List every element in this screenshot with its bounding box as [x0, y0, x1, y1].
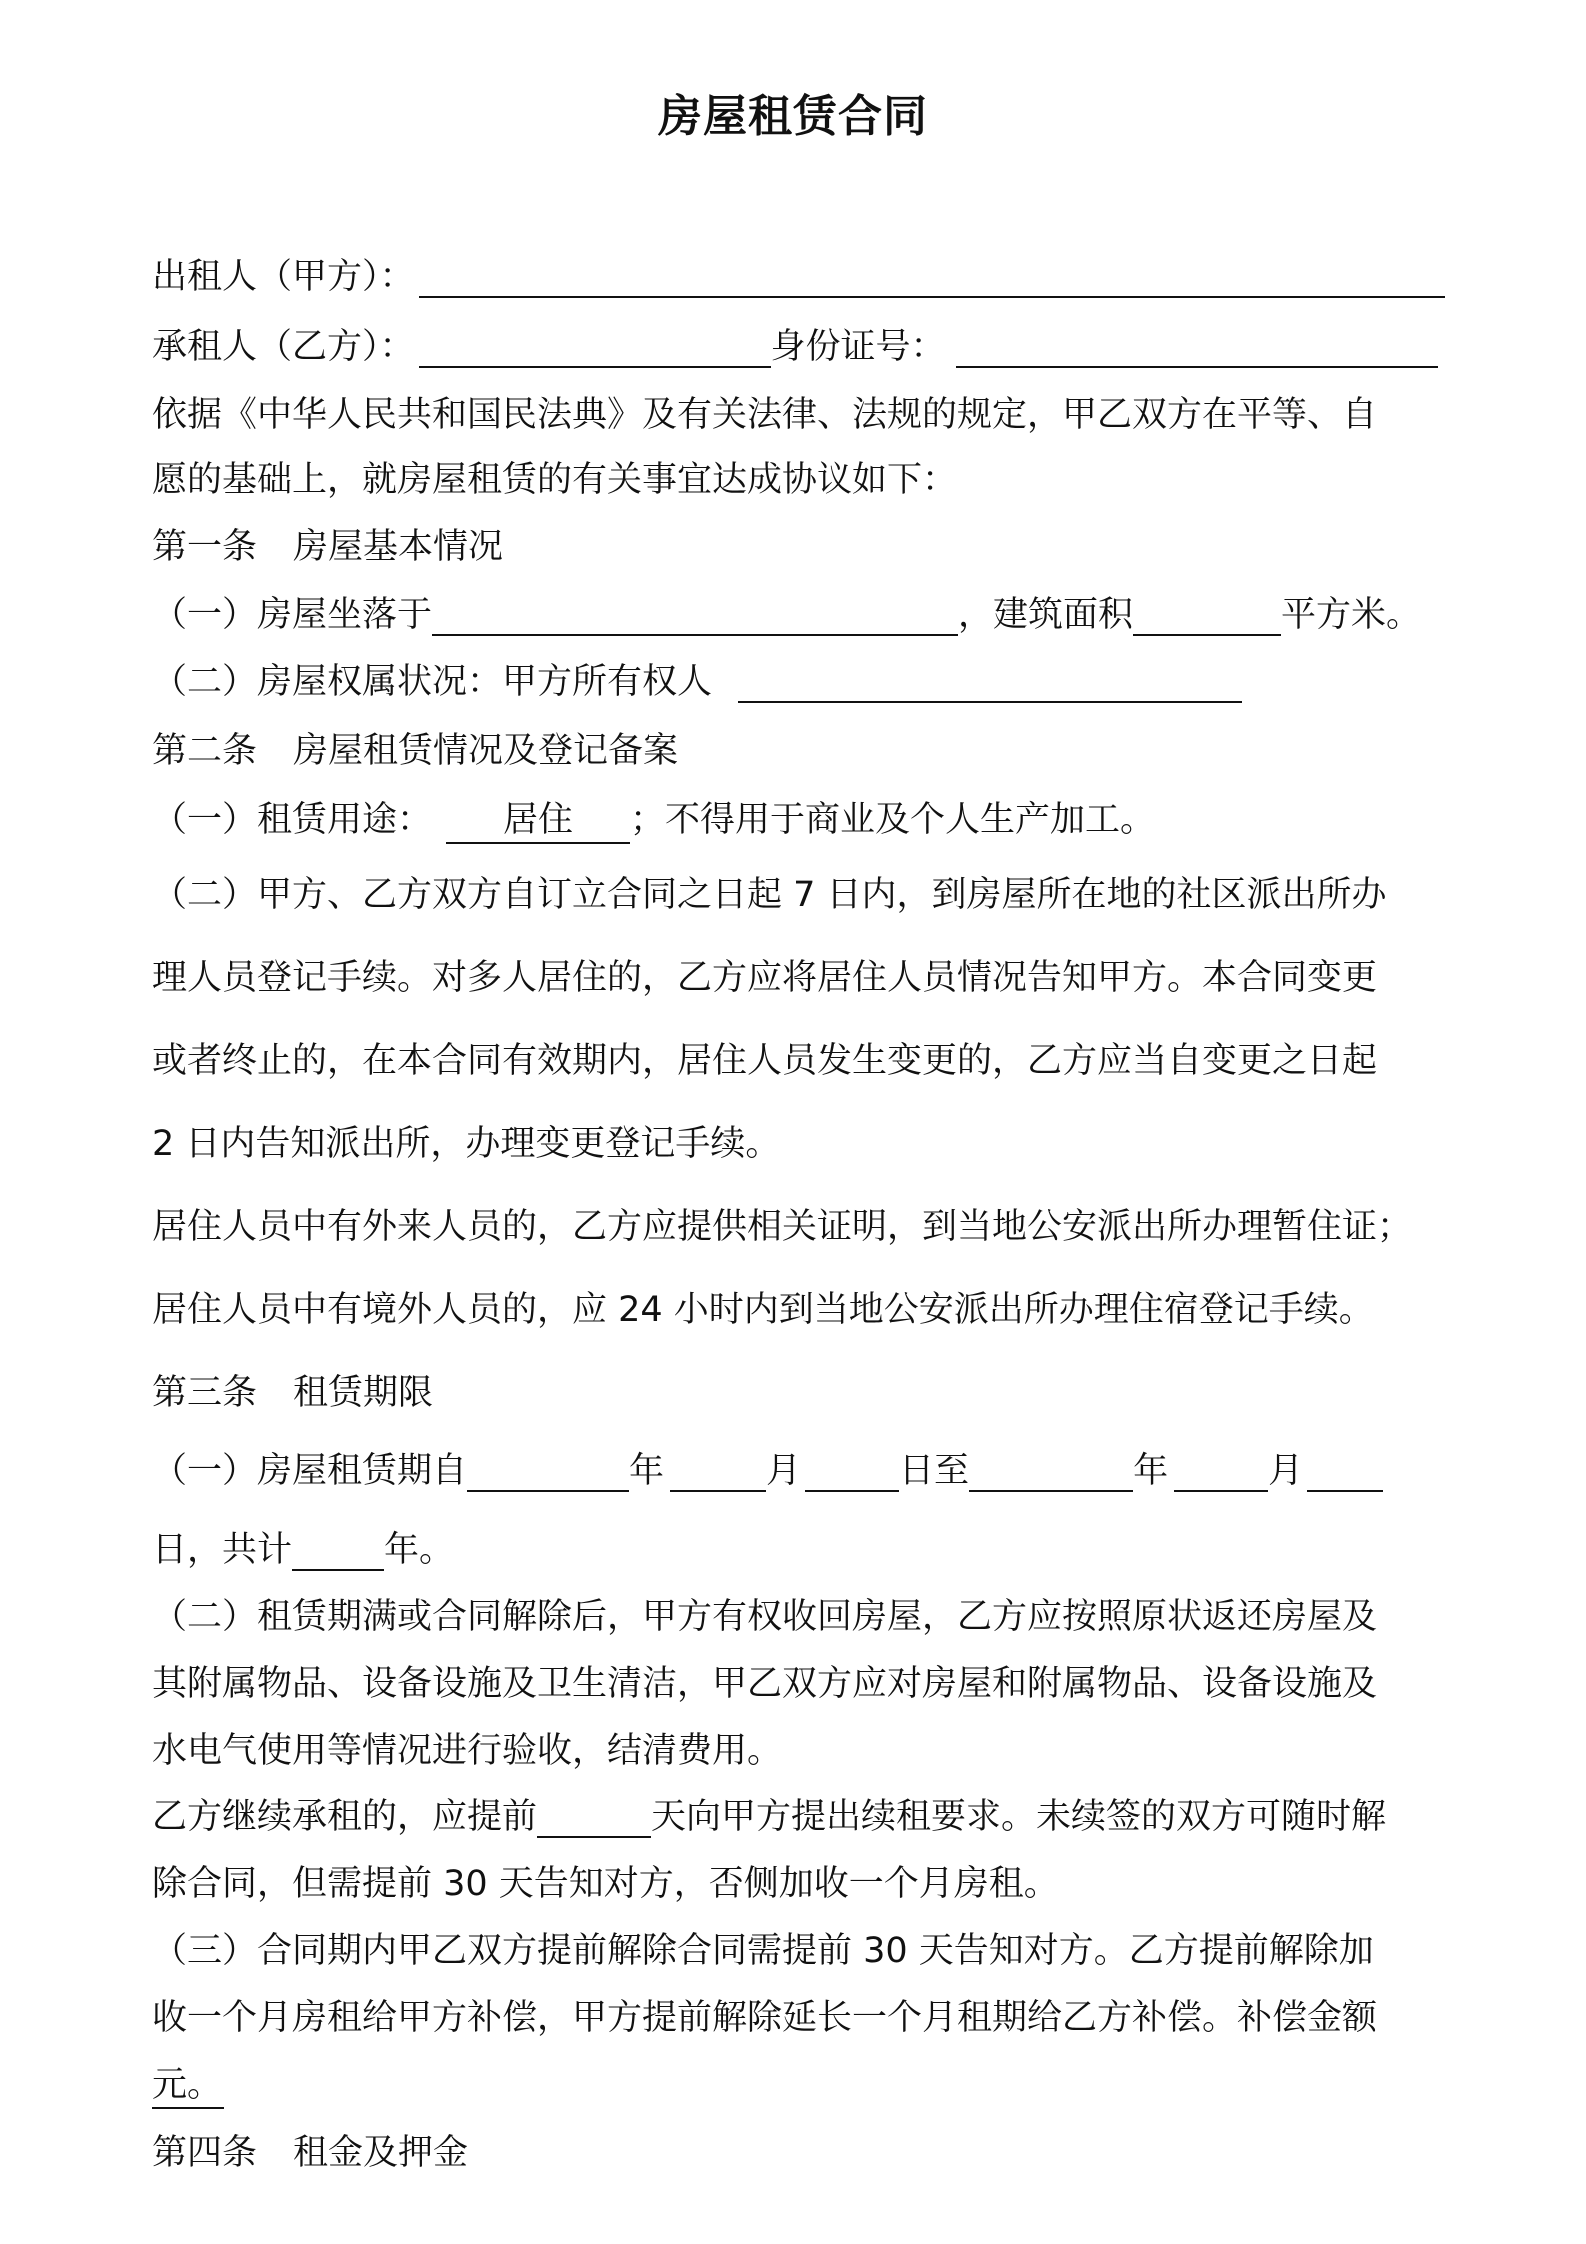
area-blank[interactable] [1133, 594, 1281, 636]
registration-line-4: 2 日内告知派出所，办理变更登记手续。 [152, 1124, 781, 1164]
day-total-label: 日，共计 [152, 1530, 293, 1570]
expiry-line-2: 其附属物品、设备设施及卫生清洁，甲乙双方应对房屋和附属物品、设备设施及 [152, 1664, 1378, 1704]
article-2-title: 房屋租赁情况及登记备案 [293, 731, 679, 771]
article-3-number: 第三条 [152, 1373, 258, 1413]
residents-line-2: 居住人员中有境外人员的，应 24 小时内到当地公安派出所办理住宿登记手续。 [152, 1290, 1374, 1330]
month-label: 月 [766, 1451, 802, 1491]
start-month-blank[interactable] [670, 1450, 766, 1492]
article-1-title: 房屋基本情况 [293, 527, 504, 567]
article-2-heading [152, 726, 1452, 776]
purpose-value[interactable]: 居住 [446, 798, 630, 844]
term-label: （一）房屋租赁期自 [152, 1451, 468, 1491]
intro-line-1: 依据《中华人民共和国民法典》及有关法律、法规的规定，甲乙双方在平等、自 [152, 395, 1378, 435]
start-year-blank[interactable] [467, 1450, 629, 1492]
compensation-amount[interactable]: 元。 [152, 2063, 224, 2109]
term-total-line [152, 1525, 1452, 1575]
purpose-restriction: ；不得用于商业及个人生产加工。 [630, 800, 1156, 840]
renewal-days-blank[interactable] [537, 1796, 651, 1838]
day-to-label: 日至 [899, 1451, 970, 1491]
id-number-blank[interactable] [956, 326, 1438, 368]
location-label: （一）房屋坐落于 [152, 595, 433, 635]
end-year-label: 年 [1133, 1451, 1169, 1491]
article-4-heading [152, 2128, 1452, 2178]
purpose-line [152, 795, 1452, 845]
renewal-line-2: 除合同，但需提前 30 天告知对方，否侧加收一个月房租。 [152, 1864, 1059, 1904]
termination-line-3 [152, 2060, 1452, 2110]
end-month-blank[interactable] [1174, 1450, 1268, 1492]
area-label: ，建筑面积 [958, 595, 1134, 635]
lessee-blank[interactable] [419, 326, 771, 368]
article-3-title: 租赁期限 [293, 1373, 434, 1413]
residents-line-1: 居住人员中有外来人员的，乙方应提供相关证明，到当地公安派出所办理暂住证； [152, 1207, 1413, 1247]
location-blank[interactable] [432, 594, 958, 636]
end-month-label: 月 [1268, 1451, 1304, 1491]
lessor-blank[interactable] [419, 256, 1445, 298]
start-day-blank[interactable] [805, 1450, 899, 1492]
expiry-line-3: 水电气使用等情况进行验收，结清费用。 [152, 1731, 783, 1771]
article-1-heading [152, 522, 1452, 572]
end-day-blank[interactable] [1307, 1450, 1383, 1492]
article-4-number: 第四条 [152, 2133, 258, 2173]
ownership-line [152, 657, 1452, 707]
lessor-label: 出租人（甲方）： [152, 257, 415, 297]
id-label: 身份证号： [770, 327, 946, 367]
termination-line-2: 收一个月房租给甲方补偿，甲方提前解除延长一个月租期给乙方补偿。补偿金额 [152, 1998, 1378, 2038]
year-label: 年 [629, 1451, 665, 1491]
ownership-label: （二）房屋权属状况：甲方所有权人 [152, 662, 713, 702]
renewal-text: 天向甲方提出续租要求。未续签的双方可随时解 [651, 1797, 1387, 1837]
renewal-line-1 [152, 1792, 1452, 1842]
registration-line-1: （二）甲方、乙方双方自订立合同之日起 7 日内，到房屋所在地的社区派出所办 [152, 875, 1387, 915]
purpose-label: （一）租赁用途： [152, 800, 433, 840]
registration-line-2: 理人员登记手续。对多人居住的，乙方应将居住人员情况告知甲方。本合同变更 [152, 958, 1378, 998]
year-end-label: 年。 [384, 1530, 455, 1570]
intro-line-2: 愿的基础上，就房屋租赁的有关事宜达成协议如下： [152, 460, 958, 500]
location-line [152, 590, 1452, 640]
article-4-title: 租金及押金 [293, 2133, 469, 2173]
area-unit: 平方米。 [1281, 595, 1422, 635]
lessee-line [152, 322, 1452, 372]
lessor-line [152, 252, 1452, 302]
termination-line-1: （三）合同期内甲乙双方提前解除合同需提前 30 天告知对方。乙方提前解除加 [152, 1931, 1374, 1971]
lessee-label: 承租人（乙方）： [152, 327, 415, 367]
article-1-number: 第一条 [152, 527, 258, 567]
registration-line-3: 或者终止的，在本合同有效期内，居住人员发生变更的，乙方应当自变更之日起 [152, 1041, 1378, 1081]
total-years-blank[interactable] [292, 1529, 384, 1571]
term-line [152, 1446, 1452, 1496]
expiry-line-1: （二）租赁期满或合同解除后，甲方有权收回房屋，乙方应按照原状返还房屋及 [152, 1597, 1378, 1637]
renewal-label: 乙方继续承租的，应提前 [152, 1797, 538, 1837]
article-2-number: 第二条 [152, 731, 258, 771]
article-3-heading [152, 1368, 1452, 1418]
document-title: 房屋租赁合同 [658, 91, 928, 142]
end-year-blank[interactable] [969, 1450, 1133, 1492]
owner-blank[interactable] [738, 661, 1242, 703]
